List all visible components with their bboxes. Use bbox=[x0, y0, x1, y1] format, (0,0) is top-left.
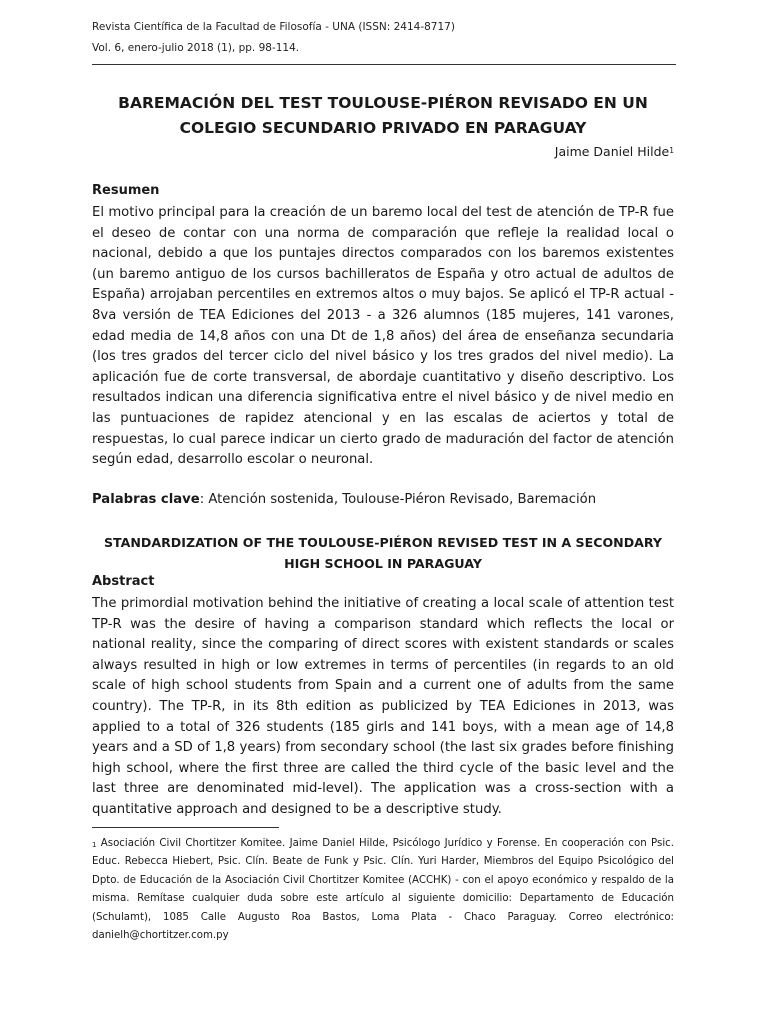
english-title bbox=[92, 533, 674, 574]
header-divider bbox=[92, 64, 676, 65]
author-line bbox=[555, 144, 674, 159]
footnote bbox=[92, 835, 674, 945]
title-line-2: COLEGIO SECUNDARIO PRIVADO EN PARAGUAY bbox=[179, 119, 587, 137]
keywords-line bbox=[92, 490, 674, 510]
journal-name: Revista Científica de la Facultad de Filosofía - UNA (ISSN: 2414-8717) bbox=[92, 21, 455, 33]
footnote-divider bbox=[92, 827, 279, 828]
volume-info: Vol. 6, enero-julio 2018 (1), pp. 98-114. bbox=[92, 42, 300, 54]
running-header bbox=[92, 17, 674, 59]
resumen-heading: Resumen bbox=[92, 183, 160, 198]
keywords-label: Palabras clave bbox=[92, 492, 200, 507]
english-title-line-2: HIGH SCHOOL IN PARAGUAY bbox=[284, 555, 482, 571]
article-title bbox=[92, 91, 674, 141]
english-title-line-1: STANDARDIZATION OF THE TOULOUSE-PIÉRON REVISED TEST IN A SECONDARY bbox=[103, 535, 663, 550]
keywords-list: Atención sostenida, Toulouse-Piéron Revisado, Baremación bbox=[208, 492, 597, 507]
author-footnote-mark[interactable]: 1 bbox=[669, 146, 674, 155]
author-name: Jaime Daniel Hilde bbox=[554, 144, 670, 159]
footnote-mark: 1 bbox=[92, 841, 97, 849]
title-line-1: BAREMACIÓN DEL TEST TOULOUSE-PIÉRON REVISADO EN UN bbox=[118, 94, 648, 112]
footnote-text: Asociación Civil Chortitzer Komitee. Jaime Daniel Hilde, Psicólogo Jurídico y Forense. En cooperación con Psic. Educ. Rebecca Hiebert, Psic. Clín. Beate de Funk y Psic. Clín. Yuri Harder, Miembros del Equipo Psicológico del Dpto. de Educación de la Asociación Civil Chortitzer Komitee (ACCHK) - con el apoyo económico y respaldo de la misma. Remítase cualquier duda sobre este artículo al siguiente domicilio: Departamento de Educación (Schulamt), 1085 Calle Augusto Roa Bastos, Loma Plata - Chaco Paraguay. Correo electrónico: danielh@chortitzer.com.py bbox=[92, 838, 674, 942]
abstract-text: The primordial motivation behind the initiative of creating a local scale of attention test TP-R was the desire of having a comparison standard which reflects the local or national reality, since the comparing of direct scores with existent standards or scales always resulted in high or low extremes in terms of percentiles (in regards to an old scale of high school students from Spain and a current one of adults from the same country). The TP-R, in its 8th edition as publicized by TEA Ediciones in 2013, was applied to a total of 326 students (185 girls and 141 boys, with a mean age of 14,8 years and a SD of 1,8 years) from secondary school (the last six grades before finishing high school, where the first three are called the third cycle of the basic level and the last three are denominated mid-level). The application was a cross-section with a quantitative approach and designed to be a descriptive study. bbox=[92, 596, 674, 817]
abstract-heading: Abstract bbox=[92, 574, 155, 589]
resumen-text: El motivo principal para la creación de un baremo local del test de atención de TP-R fue el deseo de contar con una norma de comparación que refleje la realidad local o nacional, debido a que los puntajes directos comparados con los baremos existentes (un baremo antiguo de los cursos bachilleratos de España y otro actual de adultos de España) arrojaban percentiles en extremos altos o muy bajos. Se aplicó el TP-R actual - 8va versión de TEA Ediciones del 2013 - a 326 alumnos (185 mujeres, 141 varones, edad media de 14,8 años con una Dt de 1,8 años) del área de enseñanza secundaria (los tres grados del tercer ciclo del nivel básico y los tres grados del nivel medio). La aplicación fue de corte transversal, de abordaje cuantitativo y diseño descriptivo. Los resultados indican una diferencia significativa entre el nivel básico y de nivel medio en las puntuaciones de rapidez atencional y en las escalas de aciertos y total de respuestas, lo cual parece indicar un cierto grado de maduración del factor de atención según edad, desarrollo escolar o neuronal. bbox=[92, 205, 674, 468]
keywords-separator: : bbox=[199, 492, 209, 507]
